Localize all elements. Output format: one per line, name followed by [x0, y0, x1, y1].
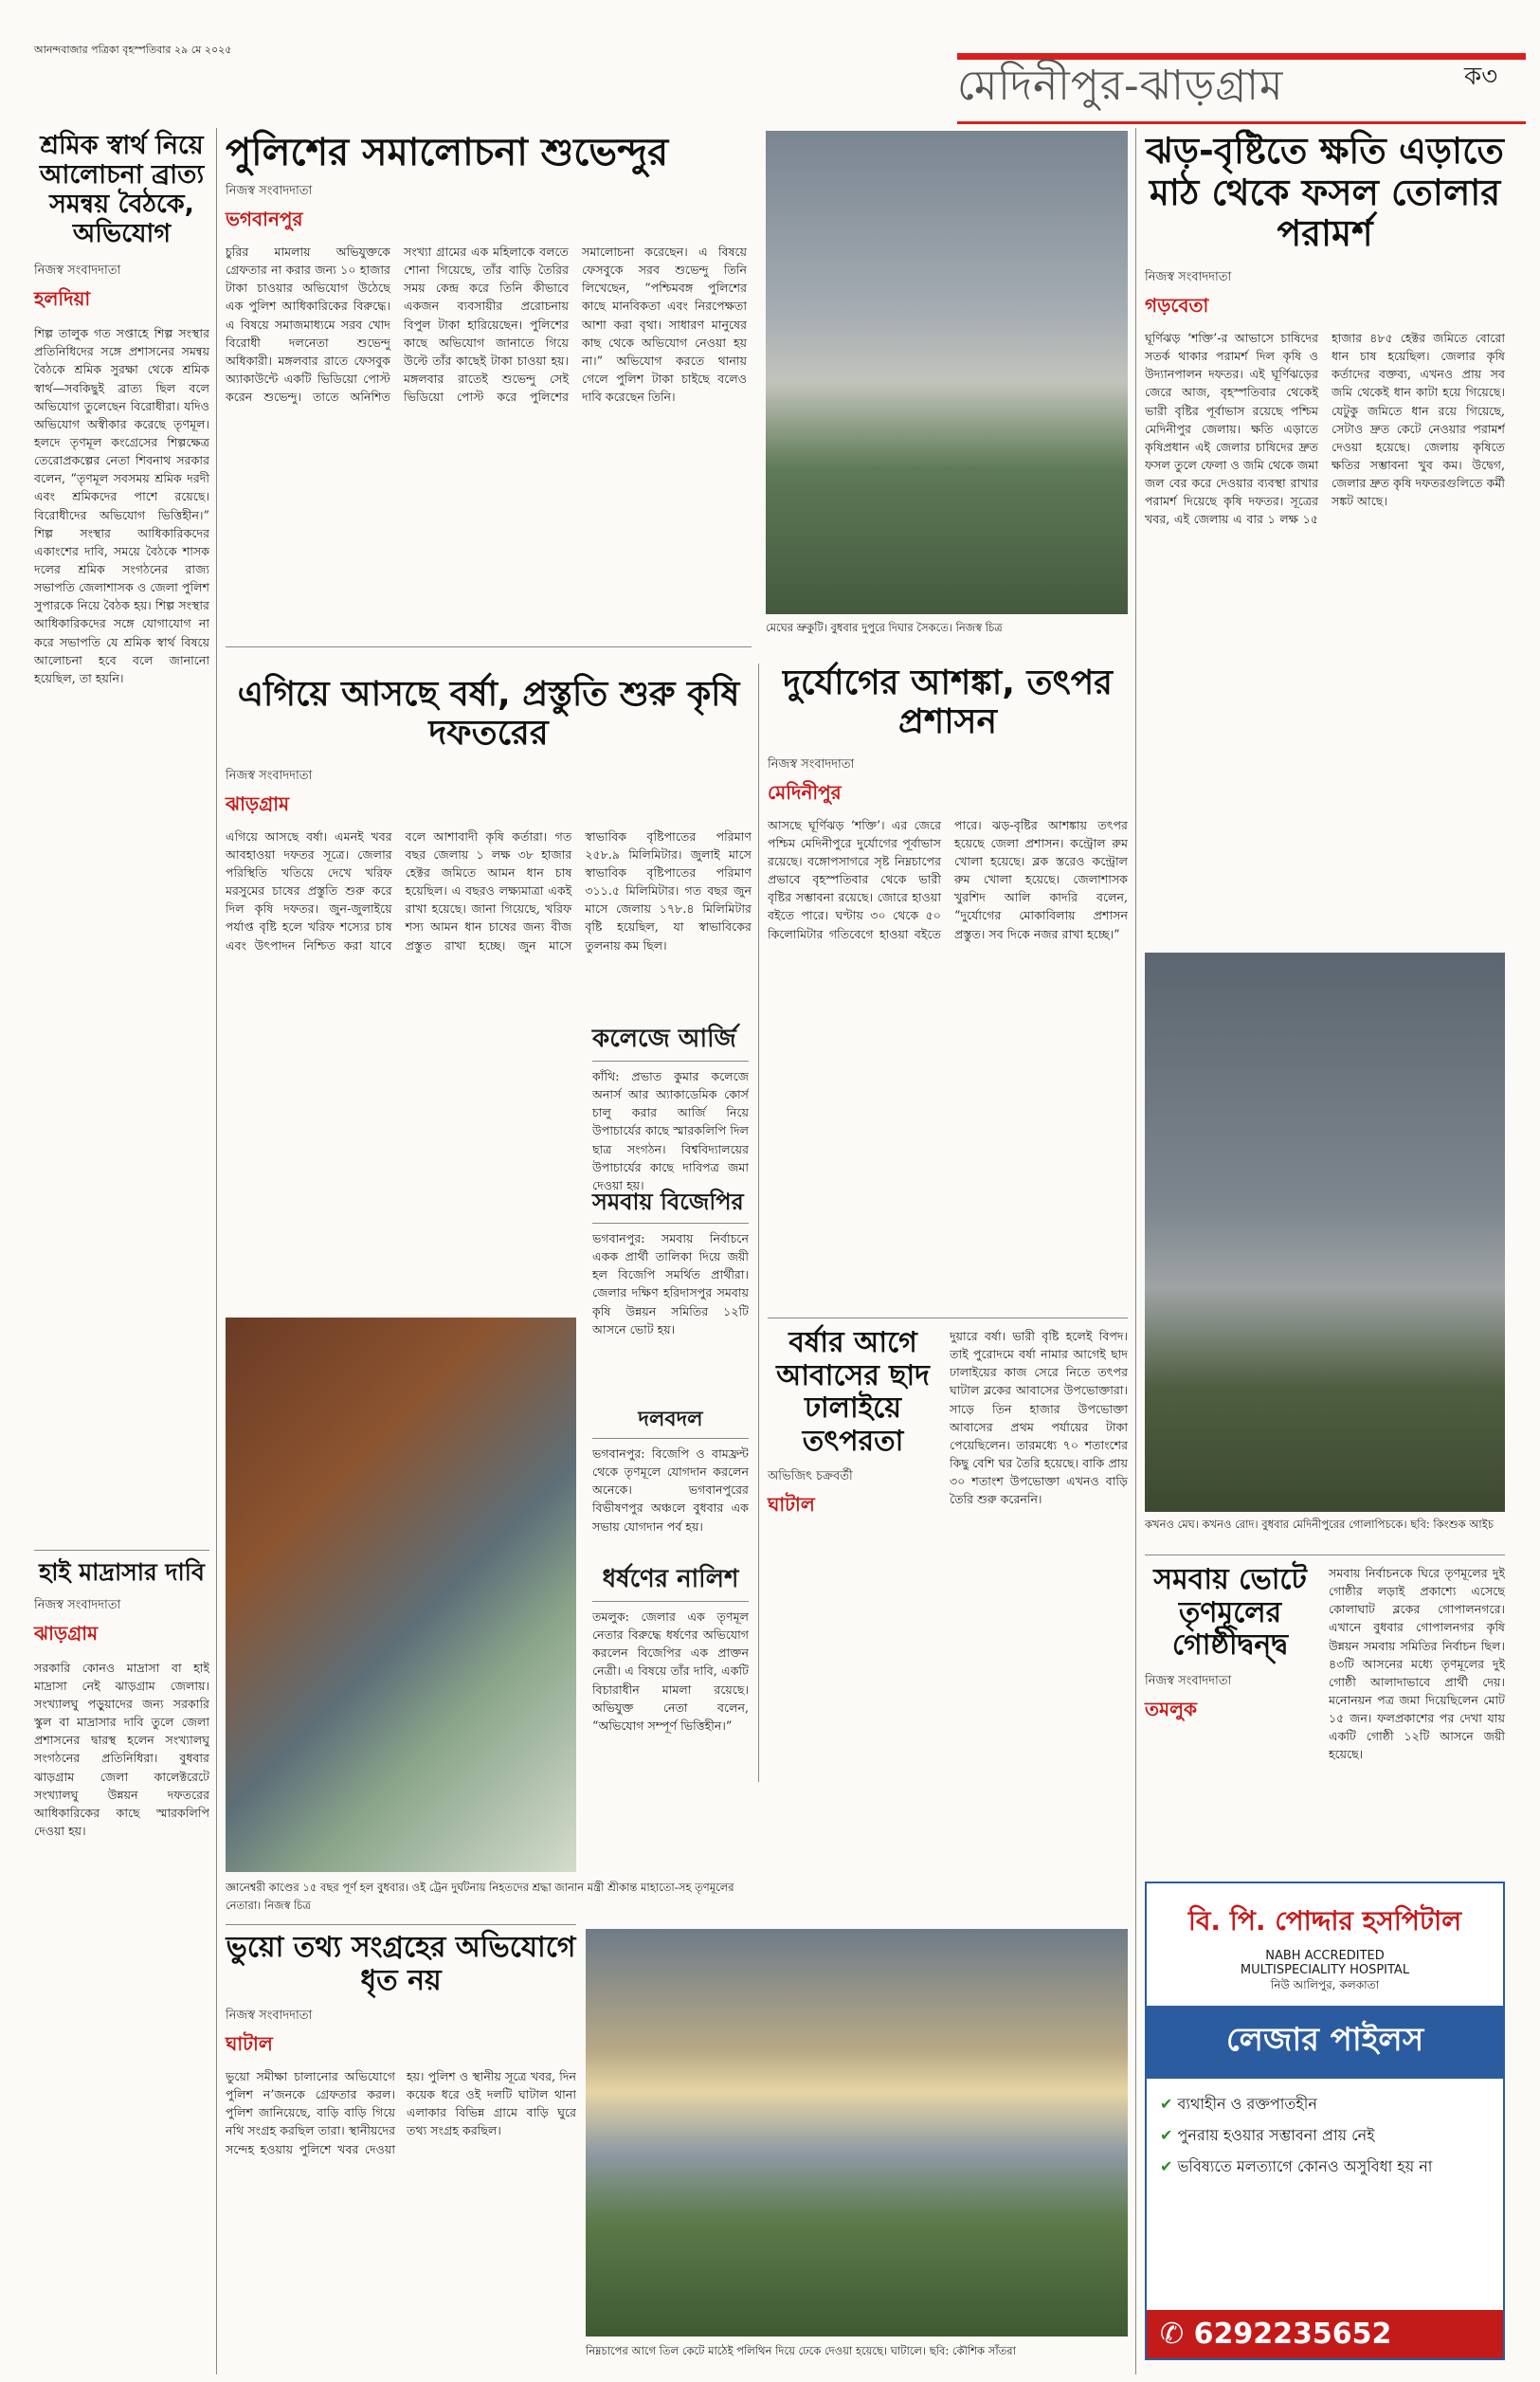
ad-point: ✔ ব্যথাহীন ও রক্তপাতহীন — [1160, 2095, 1317, 2113]
ad-points — [1147, 2079, 1503, 2180]
brief-body: তমলুক: জেলার এক তৃণমূল নেতার বিরুদ্ধে ধর্ষণের অভিযোগ করলেন বিজেপির এক প্রাক্তন নেত্রী। এ বিষয়ে তাঁর দাবি, একটি বিচারাধীন মামলা রয়েছে। অভিযুক্ত নেতা বলেন, “অভিযোগ সম্পূর্ণ ভিত্তিহীন।” — [592, 1609, 749, 1733]
separator — [226, 646, 752, 647]
photo-caption: জ্ঞানেশ্বরী কাণ্ডের ১৫ বছর পূর্ণ হল বুধবার। ওই ট্রেন দুর্ঘটনায় নিহতদের শ্রদ্ধা জানান মন্ত্রী শ্রীকান্ত মাহাতো-সহ তৃণমূলের নেতারা। নিজস্ব চিত্র — [226, 1881, 734, 1912]
article-housing-roof — [768, 1327, 1128, 1773]
dateline: হলদিয়া — [34, 287, 91, 311]
dateline: মেদিনীপুর — [768, 780, 842, 804]
article-body: ভুয়ো সমীক্ষা চালানোর অভিযোগে পুলিশ ন’জনকে গ্রেফতার করল। পুলিশ জানিয়েছে, বাড়ি বাড়ি গিয়ে নথি সংগ্রহ করছিল তারা। স্থানীয়দের সন্দেহ হওয়ায় পুলিশে খবর দেওয়া হয়। পুলিশ ও স্থানীয় সূত্রে খবর, দিন কয়েক ধরে ওই দলটি ঘাটাল থানা এলাকার বিভিন্ন গ্রামে বাড়ি ঘুরে তথ্য সংগ্রহ করছিল। — [226, 2069, 576, 2156]
article-body: দুয়ারে বর্ষা। ভারী বৃষ্টি হলেই বিপদ। তাই পুরোদমে বর্ষা নামার আগেই ছাদ ঢালাইয়ের কাজ সেরে নিতে তৎপর ঘাটাল ব্লকের আবাসের উপভোক্তারা। সাড়ে তিন হাজার উপভোক্তা আবাসের প্রথম পর্যায়ের টাকা পেয়েছিলেন। তারমধ্যে ৭০ শতাংশের কিছু বেশি ঘর তৈরি হয়েছে। বাকি প্রায় ৩০ শতাংশ উপভোক্তা এখনও বাড়ি তৈরি শুরু করেননি। — [950, 1329, 1128, 1507]
dateline: ঝাড়গ্রাম — [34, 1621, 99, 1645]
photo-caption: মেঘের ভ্রুকুটি। বুধবার দুপুরে দিঘার সৈকতে। নিজস্ব চিত্র — [766, 621, 1003, 634]
ad-hospital-name: বি. পি. পোদ্দার হসপিটাল — [1187, 1905, 1462, 1937]
brief-body: ভগবানপুর: সমবায় নির্বাচনে একক প্রার্থী তালিকা দিয়ে জয়ী হল বিজেপি সমর্থিত প্রার্থীরা। জেলার দক্ষিণ হরিদাসপুর সমবায় কৃষি উন্নয়ন সমিতির ১২টি আসনে ভোট হয়। — [592, 1231, 749, 1336]
byline: নিজস্ব সংবাদদাতা — [1145, 270, 1232, 285]
masthead-rule-bottom — [957, 121, 1526, 124]
article-madrasa — [34, 1559, 209, 2379]
check-icon: ✔ — [1160, 2095, 1178, 2113]
headline: শ্রমিক স্বার্থ নিয়ে আলোচনা ব্রাত্য সমন্বয় বৈঠকে, অভিযোগ — [39, 131, 205, 249]
brief-assault — [592, 1559, 749, 1892]
dateline: ঘাটাল — [768, 1493, 815, 1516]
headline: হাই মাদ্রাসার দাবি — [39, 1558, 205, 1586]
brief-heading: ধর্ষণের নালিশ — [592, 1559, 749, 1602]
headline: ভুয়ো তথ্য সংগ্রহের অভিযোগে ধৃত নয় — [226, 1931, 576, 1997]
dateline: ঘাটাল — [226, 2032, 273, 2055]
article-disaster-prep — [768, 664, 1128, 1356]
article-body: শিল্প তালুক গত সপ্তাহে শিল্প সংস্থার প্রতিনিধিদের সঙ্গে প্রশাসনের সমন্বয় বৈঠকে শ্রমিক সুরক্ষা থেকে শ্রমিক স্বার্থ—সবকিছুই ব্রাত্য ছিল বলে অভিযোগ তুলেছেন বিরোধীরা। যদিও অভিযোগ অস্বীকার করেছে তৃণমূল। হলদে তৃণমূল কংগ্রেসের শিল্পক্ষেত্র তেরোপ্রকল্পের নেতা শিবনাথ সরকার বলেন, “তৃণমূল সবসময় শ্রমিক দরদী এবং শ্রমিকদের পাশে রয়েছে। বিরোধীদের অভিযোগ ভিত্তিহীন।” শিল্প সংস্থার আধিকারিকদের একাংশের দাবি, সময়ে বৈঠকে শাসক দলের শ্রমিক সংগঠনের রাজ্য সভাপতি জেলাশাসক ও জেলা পুলিশ সুপারকে নিয়ে বৈঠক হয়। শিল্প সংস্থার আধিকারিকদের সঙ্গে যোগাযোগ না করে সভাপতি যে শ্রমিক স্বার্থ বিষয়ে আলোচনা হবে বলে জানানো হয়েছিল, তা হয়নি। — [34, 326, 209, 685]
headline: বর্ষার আগে আবাসের ছাদ ঢালাইয়ে তৎপরতা — [776, 1326, 930, 1458]
byline: নিজস্ব সংবাদদাতা — [34, 1597, 121, 1612]
paper-dateline: আনন্দবাজার পত্রিকা বৃহস্পতিবার ২৯ মে ২০২৫ — [34, 44, 232, 56]
byline: নিজস্ব সংবাদদাতা — [226, 768, 313, 783]
headline: দুর্যোগের আশঙ্কা, তৎপর প্রশাসন — [783, 664, 1113, 742]
headline: এগিয়ে আসছে বর্ষা, প্রস্তুতি শুরু কৃষি দফতরের — [237, 675, 740, 754]
article-body: সরকারি কোনও মাদ্রাসা বা হাই মাদ্রাসা নেই ঝাড়গ্রাম জেলায়। সংখ্যালঘু পড়ুয়াদের জন্য সরকারি স্কুল বা মাদ্রাসার দাবি তুলে জেলা প্রশাসনের দ্বারস্থ হলেন সংখ্যালঘু সংগঠনের প্রতিনিধিরা। বুধবার ঝাড়গ্রাম জেলা কালেক্টরেটে সংখ্যালঘু উন্নয়ন দফতরের আধিকারিকের কাছে স্মারকলিপি দেওয়া হয়। — [34, 1660, 209, 1839]
page-number: ক৩ — [1464, 63, 1498, 91]
separator — [226, 1924, 576, 1925]
phone-icon: ✆ — [1160, 2318, 1194, 2351]
photo-gyaneshwari — [226, 1318, 576, 1872]
photo-digha — [766, 131, 1128, 614]
dateline: গড়বেতা — [1145, 294, 1209, 318]
byline: নিজস্ব সংবাদদাতা — [1145, 1673, 1232, 1688]
dateline: ঝাড়গ্রাম — [226, 791, 290, 815]
headline: সমবায় ভোটে তৃণমূলের গোষ্ঠীদ্বন্দ্ব — [1153, 1563, 1307, 1662]
byline: নিজস্ব সংবাদদাতা — [226, 2009, 313, 2023]
separator — [34, 1550, 209, 1551]
hospital-ad[interactable] — [1145, 1882, 1505, 2360]
article-labour — [34, 131, 209, 1443]
headline: পুলিশের সমালোচনা শুভেন্দুর — [226, 131, 669, 174]
dateline: তমলুক — [1145, 1697, 1198, 1720]
brief-body: কাঁথি: প্রভাত কুমার কলেজে অনার্স আর অ্যাকাডেমিক কোর্স চালু করার আর্জি নিয়ে উপাচার্যের কাছে স্মারকলিপি দিল ছাত্র সংগঠন। বিশ্ববিদ্যালয়ের উপাচার্যের কাছে দাবিপত্র জমা দেওয়া হয়। — [592, 1069, 749, 1192]
brief-body: ভগবানপুর: বিজেপি ও বামফ্রন্ট থেকে তৃণমূলে যোগদান করলেন অনেকে। ভগবানপুরের বিভীষণপুর অঞ্চলে বুধবার এক সভায় যোগদান পর্ব হয়। — [592, 1446, 749, 1534]
dateline: ভগবানপুর — [226, 208, 303, 230]
section-banner — [957, 55, 1459, 121]
section-title: মেদিনীপুর-ঝাড়গ্রাম — [957, 61, 1284, 110]
byline: নিজস্ব সংবাদদাতা — [34, 264, 121, 279]
photo-ghatal-field — [586, 1929, 1128, 2337]
ad-accreditation: NABH ACCREDITED — [1265, 1949, 1385, 1963]
ad-location: নিউ আলিপুর, কলকাতা — [1270, 1978, 1380, 1991]
check-icon: ✔ — [1160, 2157, 1178, 2175]
column-divider — [216, 128, 217, 2374]
article-cooperative — [1145, 1564, 1505, 1858]
article-body: এগিয়ে আসছে বর্ষা। এমনই খবর আবহাওয়া দফতর সূত্রে। জেলার পরিস্থিতি খতিয়ে দেখে খরিফ মরসুমের চাষের প্রস্তুতি শুরু করে দিল কৃষি দফতর। জুন-জুলাইয়ে পর্যাপ্ত বৃষ্টি হলে খরিফ শস্যের চাষ এবং উৎপাদন নিশ্চিত করা যাবে বলে আশাবাদী কৃষি কর্তারা। গত বছর জেলায় ১ লক্ষ ৩৮ হাজার হেক্টর জমিতে আমন ধান চাষ হয়েছিল। এ বছরও লক্ষ্যমাত্রা একই রাখা হয়েছে। জানা গিয়েছে, খরিফ শস্য আমন ধান চাষের জন্য বীজ প্রস্তুত রাখা হচ্ছে। জুন মাসে স্বাভাবিক বৃষ্টিপাতের পরিমাণ ২৫৮.৯ মিলিমিটার। জুলাই মাসে স্বাভাবিক বৃষ্টিপাতের পরিমাণ ৩১১.৫ মিলিমিটার। গত বছর জুন মাসে জেলায় ১৭৮.৪ মিলিমিটার বৃষ্টি হয়েছিল, যা স্বাভাবিকের তুলনায় কম ছিল। — [226, 828, 752, 953]
article-crop-advice — [1145, 131, 1505, 888]
ad-point: ✔ পুনরায় হওয়ার সম্ভাবনা প্রায় নেই — [1160, 2126, 1375, 2144]
ad-point: ✔ ভবিষ্যতে মলত্যাগে কোনও অসুবিধা হয় না — [1160, 2157, 1433, 2175]
byline: নিজস্ব সংবাদদাতা — [226, 184, 313, 198]
headline: ঝড়-বৃষ্টিতে ক্ষতি এড়াতে মাঠ থেকে ফসল তোলার পরামর্শ — [1146, 130, 1504, 255]
ad-phone: 6292235652 — [1193, 2318, 1392, 2351]
brief-heading: দলবদল — [592, 1403, 749, 1439]
check-icon: ✔ — [1160, 2126, 1178, 2144]
brief-college — [592, 1019, 749, 1209]
article-body: সমবায় নির্বাচনকে ঘিরে তৃণমূলের দুই গোষ্ঠীর লড়াই প্রকাশ্যে এসেছে কোলাঘাট ব্লকের গোপালনগরে। এখানে বুধবার গোপালনগর কৃষি উন্নয়ন সমবায় সমিতির নির্বাচন ছিল। ৪৩টি আসনের মধ্যে তৃণমূলের দুই গোষ্ঠী আলাদাভাবে প্রার্থী দেয়। মনোনয়ন পত্র জমা দিয়েছিলেন মোট ১৫ জন। ফলপ্রকাশের পর দেখা যায় একটি গোষ্ঠী ১২টি আসনে জয়ী হয়েছে। — [1329, 1566, 1505, 1762]
article-body: ঘূর্ণিঝড় ‘শক্তি’-র আভাসে চাষিদের সতর্ক থাকার পরামর্শ দিল কৃষি ও উদ্যানপালন দফতর। এই ঘূর্ণিঝড়ের জেরে আজ, বৃহস্পতিবার থেকেই ভারী বৃষ্টির পূর্বাভাস রয়েছে পশ্চিম মেদিনীপুর জেলায়। ক্ষতি এড়াতে কৃষিপ্রধান এই জেলার চাষিদের দ্রুত ফসল তুলে ফেলা ও জমি থেকে জমা জল বের করে দেওয়ার ব্যবস্থা রাখার পরামর্শ দিয়েছে কৃষি দফতর। সূত্রের খবর, এই জেলায় এ বার ১ লক্ষ ১৫ হাজার ৪৮৫ হেক্টর জমিতে বোরো ধান চাষ হয়েছিল। জেলার কৃষি কর্তাদের বক্তব্য, এখনও প্রায় সব জমি থেকেই ধান কাটা হয়ে গিয়েছে। যেটুকু জমিতে ধান রয়ে গিয়েছে, সেটাও দ্রুত কেটে নেওয়ার পরামর্শ দেওয়া হয়েছে। জেলায় কৃষিতে ক্ষতির সম্ভাবনা খুব কম। উদ্বেগ, জেলার দ্রুত কৃষি দফতরগুলিতে কর্মী সঙ্কট আছে। — [1145, 331, 1505, 527]
ad-phone-bar[interactable] — [1147, 2310, 1503, 2358]
article-fake-survey — [226, 1932, 576, 2352]
article-body: চুরির মামলায় অভিযুক্তকে গ্রেফতার না করার জন্য ১০ হাজার টাকা চাওয়ার অভিযোগ উঠেছে এক পুলিশ আধিকারিকের বিরুদ্ধে। এ বিষয়ে সমাজমাধ্যমে সরব খোদ বিরোধী দলনেতা শুভেন্দু অধিকারী। মঙ্গলবার রাতে ফেসবুক অ্যাকাউন্টে একটি ভিডিয়ো পোস্ট করেন শুভেন্দু। তাতে অনিশিত সংখ্যা গ্রামের এক মহিলাকে বলতে শোনা গিয়েছে, তাঁর বাড়ি তৈরির সময় কেন্দ্র করে তিনি কীভাবে একজন ব্যবসায়ীর প্ররোচনায় বিপুল টাকা হারিয়েছেন। পুলিশের কাছে অভিযোগ জানাতে গিয়ে উল্টে তাঁর কাছেই টাকা চাওয়া হয়। মঙ্গলবার রাতেই শুভেন্দু সেই ভিডিয়ো পোস্ট করে পুলিশের সমালোচনা করেছেন। এ বিষয়ে ফেসবুকে সরব শুভেন্দু তিনি লিখেছেন, “পশ্চিমবঙ্গ পুলিশের কাছে মানবিকতা এবং নিরপেক্ষতা আশা করা বৃথা। সাধারণ মানুষের কাছ থেকে অভিযোগ নেওয়া হয় না।” অভিযোগ করতে থানায় গেলে পুলিশ টাকা চাইছে বলেও দাবি করেছেন তিনি। — [226, 245, 747, 405]
byline: নিজস্ব সংবাদদাতা — [768, 756, 855, 772]
article-body: আসছে ঘূর্ণিঝড় ‘শক্তি’। এর জেরে পশ্চিম মেদিনীপুরে দুর্যোগের পূর্বাভাস রয়েছে। বঙ্গোপসাগরে সৃষ্ট নিম্নচাপের প্রভাবে বৃহস্পতিবার থেকে ভারী বৃষ্টির সম্ভাবনা রয়েছে। জোরে হাওয়া বইতে পারে। ঘণ্টায় ৩০ থেকে ৫০ কিলোমিটার গতিবেগে হাওয়া বইতে পারে। ঝড়-বৃষ্টির আশঙ্কায় তৎপর হয়েছে জেলা প্রশাসন। কন্ট্রোল রুম খোলা হয়েছে। ব্লক স্তরেও কন্ট্রোল রুম খোলা হয়েছে। জেলাশাসক খুরশিদ আলি কাদরি বলেন, “দুর্যোগের মোকাবিলায় প্রশাসন প্রস্তুত। সব দিকে নজর রাখা হচ্ছে।” — [768, 817, 1128, 941]
photo-caption: কখনও মেঘ। কখনও রোদ। বুধবার মেদিনীপুরের গোলাপিচকে। ছবি: কিংশুক আইচ — [1145, 1518, 1494, 1531]
article-suvendu — [226, 131, 747, 698]
ad-service-banner: লেজার পাইলস — [1147, 2006, 1503, 2079]
photo-caption: নিম্নচাপের আগে তিল কেটে মাঠেই পলিথিন দিয়ে ঢেকে দেওয়া হয়েছে। ঘাটালে। ছবি: কৌশিক সাঁতরা — [586, 2344, 1016, 2357]
brief-heading: সমবায় বিজেপির — [592, 1185, 749, 1224]
brief-heading: কলেজে আর্জি — [592, 1019, 749, 1062]
photo-golapichak — [1145, 953, 1505, 1512]
byline: অভিজিৎ চক্রবর্তী — [768, 1469, 853, 1483]
brief-bjp-coop — [592, 1185, 749, 1428]
column-divider — [758, 664, 759, 1782]
ad-speciality: MULTISPECIALITY HOSPITAL — [1240, 1963, 1410, 1977]
column-divider — [1135, 128, 1136, 2374]
